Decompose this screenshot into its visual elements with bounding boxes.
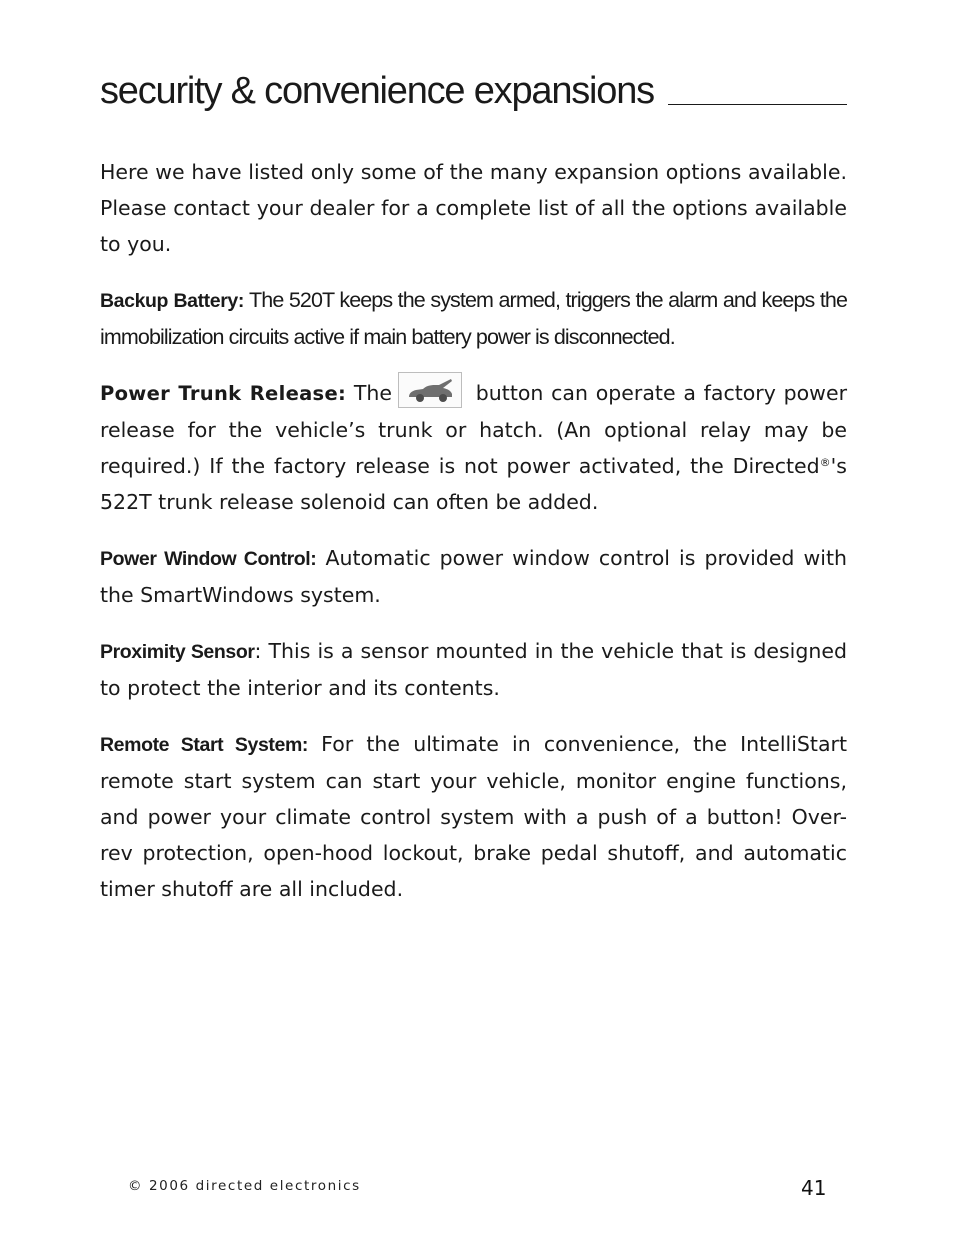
remote-start-label: Remote Start System: bbox=[100, 734, 308, 756]
proximity-label: Proximity Sensor bbox=[100, 641, 255, 663]
remote-start-paragraph bbox=[100, 726, 847, 907]
proximity-paragraph bbox=[100, 633, 847, 706]
power-trunk-label: Power Trunk Release: bbox=[100, 382, 347, 405]
power-trunk-text-after: 's 522T trunk release solenoid can often be added. bbox=[100, 454, 847, 514]
title-rule bbox=[100, 66, 847, 112]
power-trunk-paragraph bbox=[100, 375, 847, 520]
power-window-paragraph bbox=[100, 540, 847, 613]
power-window-text: Automatic power window control is provided with the SmartWindows system. bbox=[100, 546, 847, 607]
intro-paragraph: Here we have listed only some of the many expansion options available. Please contact your dealer for a complete list of all the options available to you. bbox=[100, 160, 847, 256]
backup-battery-text: The 520T keeps the system armed, triggers the alarm and keeps the immobilization circuits active if main battery power is disconnected. bbox=[100, 288, 848, 349]
proximity-text: : This is a sensor mounted in the vehicle that is designed to protect the interior and its contents. bbox=[100, 639, 847, 700]
registered-mark: ® bbox=[819, 456, 831, 469]
remote-start-text: For the ultimate in convenience, the IntelliStart remote start system can start your vehicle, monitor engine functions, and power your climate control system with a push of a button! Over-rev protection, open-hood lockout, brake pedal shutoff, and automatic timer shutoff are all included. bbox=[100, 732, 847, 901]
page-title: security & convenience expansions bbox=[100, 72, 668, 110]
car-trunk-icon bbox=[398, 372, 462, 408]
page-number: 41 bbox=[801, 1176, 827, 1200]
power-trunk-text-mid: button can operate a factory power release for the vehicle’s trunk or hatch. (An optional relay may be required.) If the factory release is not power activated, the Directed bbox=[100, 381, 847, 478]
power-trunk-text-before: The bbox=[346, 381, 392, 405]
power-window-label: Power Window Control: bbox=[100, 548, 317, 570]
backup-battery-label: Backup Battery: bbox=[100, 290, 244, 312]
page-content bbox=[100, 154, 847, 927]
footer-copyright: © 2006 directed electronics bbox=[128, 1178, 361, 1194]
backup-battery-paragraph bbox=[100, 282, 847, 355]
